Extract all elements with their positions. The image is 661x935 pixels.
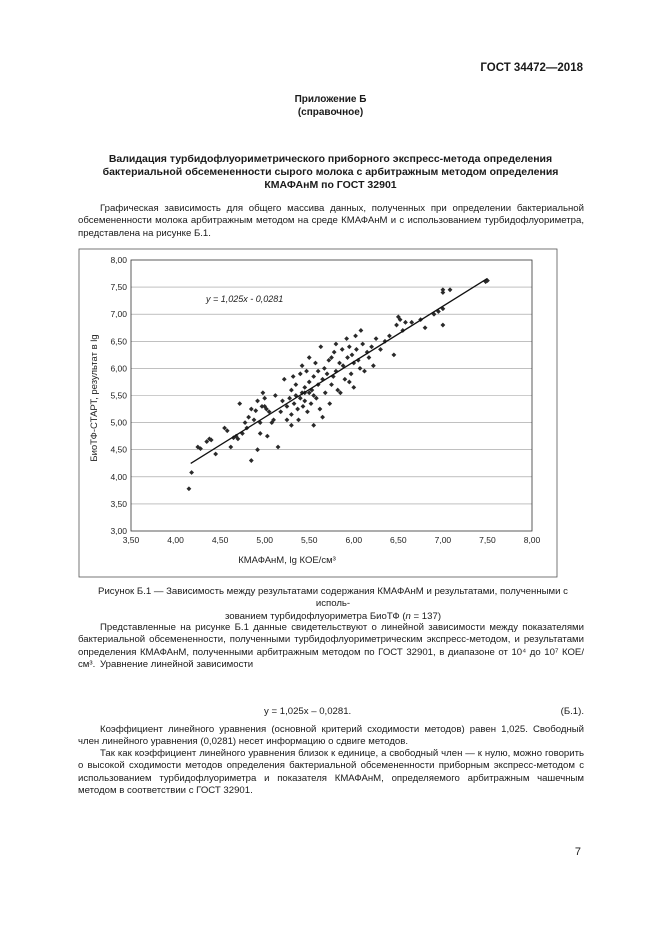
title-line-1: Валидация турбидофлуориметрического приборного экспресс-метода определения: [108, 153, 553, 165]
y-tick-label: 8,00: [110, 255, 127, 265]
y-tick-label: 3,50: [110, 498, 127, 509]
y-tick-label: 6,00: [110, 363, 127, 374]
x-tick-label: 6,00: [345, 535, 363, 545]
figure-caption: [85, 586, 581, 623]
x-tick-label: 6,50: [390, 535, 407, 545]
x-tick-label: 5,50: [300, 535, 318, 545]
body-paragraph-3: Коэффициент линейного уравнения (основной критерий сходимости методов) равен 1,025. Свободный член линейного уравнения (0,0281) несет информацию о сдвиге методов.: [78, 724, 584, 748]
body-paragraph-2: Уравнение линейной зависимости: [100, 659, 254, 670]
y-tick-label: 4,50: [110, 444, 127, 455]
x-tick-label: 4,00: [167, 535, 184, 545]
y-tick-label: 7,50: [110, 282, 127, 293]
y-tick-label: 7,00: [110, 309, 127, 320]
y-axis-label: БиоТФ-СТАРТ, результат в lg: [89, 334, 100, 462]
page-number: 7: [574, 846, 581, 858]
caption-line-1: Рисунок Б.1 — Зависимость между результатами содержания КМАФАнМ и результатами, полученными с исполь-: [98, 586, 568, 610]
appendix-type: (справочное): [297, 107, 364, 118]
intro-paragraph: Графическая зависимость для общего массива данных, полученных при определении бактериальной обсемененности молока арбитражным методом на среде КМАФАнМ и с использованием турбидофлуориметра, представлена на рисунке Б.1.: [78, 203, 584, 239]
x-tick-label: 8,00: [523, 535, 541, 545]
standard-number: ГОСТ 34472—2018: [480, 62, 583, 74]
chart-frame: [79, 249, 557, 577]
x-tick-label: 7,50: [479, 535, 496, 545]
x-tick-label: 7,00: [434, 535, 452, 545]
y-tick-label: 6,50: [110, 336, 127, 347]
caption-line-2: зованием турбидофлуориметра БиоТФ (n = 137): [224, 610, 442, 622]
y-tick-label: 5,50: [110, 390, 127, 401]
y-tick-label: 4,00: [110, 471, 127, 482]
equation: y = 1,025x – 0,0281.: [264, 706, 352, 717]
title-line-2: бактериальной обсемененности сырого молока с арбитражным методом определения: [102, 166, 559, 178]
x-tick-label: 4,50: [211, 535, 229, 545]
x-axis-label: КМАФАнМ, lg КОЕ/см³: [238, 555, 336, 566]
appendix-heading: [0, 93, 661, 119]
y-tick-label: 3,00: [110, 526, 127, 536]
equation-number: (Б.1).: [560, 706, 584, 717]
appendix-label: Приложение Б: [294, 94, 367, 105]
body-paragraph-4: Так как коэффициент линейного уравнения близок к единице, а свободный член — к нулю, можно говорить о высокой сходимости методов определения бактериальной обсемененности приборным экспресс-методом с использованием турбидофлуориметра и показателя КМАФАнМ, определяемого арбитражным чашечным методом в соответствии с ГОСТ 32901.: [78, 748, 584, 796]
scatter-chart: [78, 248, 558, 578]
title-line-3: КМАФАнМ по ГОСТ 32901: [264, 179, 397, 191]
caption-n: n: [405, 610, 411, 622]
y-tick-label: 5,00: [110, 417, 127, 428]
x-tick-label: 3,50: [122, 535, 140, 545]
body-paragraph-1: Представленные на рисунке Б.1 данные свидетельствуют о линейной зависимости между показателями бактериальной обсемененности, полученными турбидофлуориметрическим экспресс-методом, и результатами определения КМАФАнМ, полученными арбитражным методом по ГОСТ 32901, в диапазоне от 10⁴ до 10⁷ КОЕ/см³.: [78, 622, 584, 670]
x-tick-label: 5,00: [256, 535, 273, 545]
equation-label: y = 1,025x - 0,0281: [206, 294, 284, 304]
section-title: [0, 153, 661, 192]
